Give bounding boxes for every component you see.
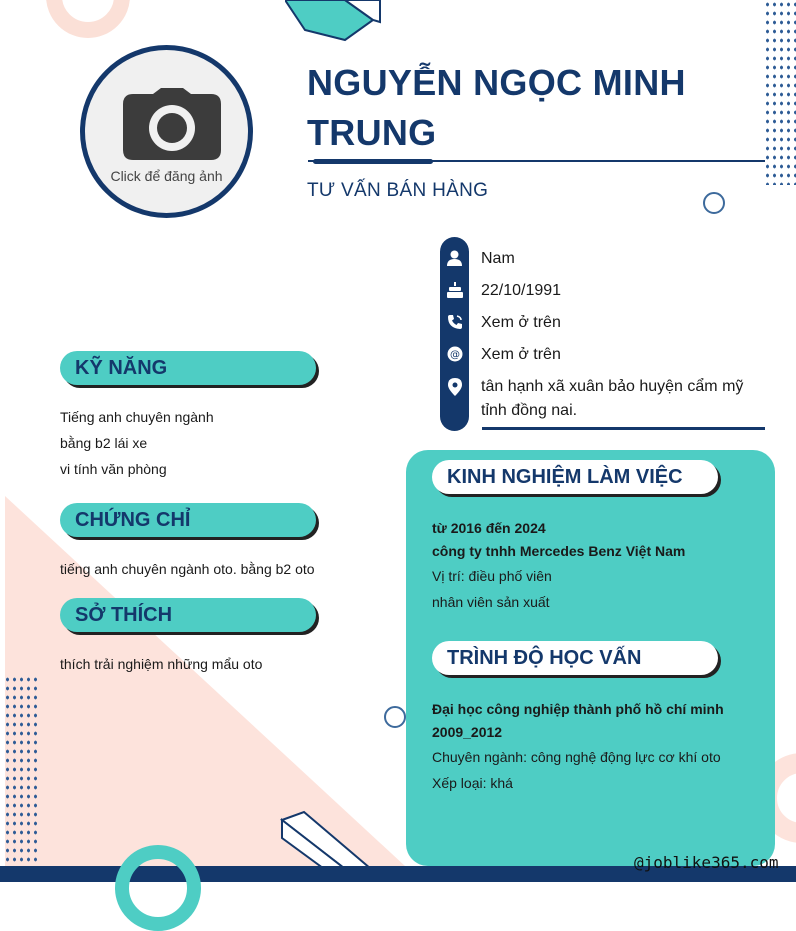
location-icon: [448, 378, 462, 396]
email-icon: [447, 346, 463, 362]
education-entry: [432, 698, 724, 796]
contact-address-row: [440, 375, 770, 423]
skills-list: [60, 404, 214, 482]
decorative-circle-2: [384, 706, 406, 728]
contact-gender-row: [440, 247, 770, 271]
address-line-1: tân hạnh xã xuân bảo huyện cẩm mỹ: [481, 378, 744, 395]
education-years: 2009_2012: [432, 724, 503, 740]
skill-item: Tiếng anh chuyên ngành: [60, 409, 214, 425]
watermark: @joblike365.com: [634, 853, 779, 872]
decorative-dots-bottom-left: [4, 675, 38, 865]
certificates-heading: CHỨNG CHỈ: [60, 503, 316, 537]
experience-period: từ 2016 đến 2024: [432, 520, 546, 536]
cake-icon: [447, 282, 463, 298]
contact-address: [481, 375, 743, 423]
address-line-2: tỉnh đồng nai.: [481, 402, 578, 419]
job-title: TƯ VẤN BÁN HÀNG: [307, 180, 489, 201]
contact-phone-row: [440, 311, 770, 335]
contact-birthday-row: [440, 279, 770, 303]
experience-entry: [432, 517, 685, 615]
name-line-1: NGUYỄN NGỌC MINH: [307, 62, 686, 103]
education-heading: TRÌNH ĐỘ HỌC VẤN: [432, 641, 718, 675]
education-major: Chuyên ngành: công nghệ động lực cơ khí oto: [432, 749, 721, 765]
decorative-circle-1: [703, 192, 725, 214]
education-school: Đại học công nghiệp thành phố hồ chí minh: [432, 701, 724, 717]
decorative-ring-top: [46, 0, 130, 38]
contact-email-row: [440, 343, 770, 367]
avatar-upload[interactable]: [80, 45, 253, 218]
decorative-prism-top: [285, 0, 385, 48]
contact-email: Xem ở trên: [481, 346, 561, 363]
experience-description: nhân viên sản xuất: [432, 594, 550, 610]
contact-divider: [482, 427, 765, 430]
experience-company: công ty tnhh Mercedes Benz Việt Nam: [432, 543, 686, 559]
hobbies-heading: SỞ THÍCH: [60, 598, 316, 632]
candidate-name: [307, 58, 747, 158]
contact-gender: Nam: [481, 250, 515, 267]
decorative-dots-top-right: [764, 0, 796, 185]
name-line-2: TRUNG: [307, 112, 437, 153]
skills-heading: KỸ NĂNG: [60, 351, 316, 385]
certificates-text: tiếng anh chuyên ngành oto. bằng b2 oto: [60, 561, 315, 577]
avatar-caption: Click để đăng ảnh: [110, 168, 223, 184]
skill-item: bằng b2 lái xe: [60, 435, 148, 451]
name-divider-accent: [313, 159, 433, 164]
svg-text:@: @: [449, 349, 460, 361]
contact-birthday: 22/10/1991: [481, 282, 562, 299]
decorative-ring-bottom: [115, 845, 201, 931]
skill-item: vi tính văn phòng: [60, 461, 167, 477]
hobbies-text: thích trải nghiệm những mẩu oto: [60, 656, 263, 672]
user-icon: [447, 250, 462, 266]
phone-icon: [447, 314, 463, 330]
experience-position: Vị trí: điều phố viên: [432, 568, 552, 584]
education-rank: Xếp loại: khá: [432, 775, 513, 791]
experience-heading: KINH NGHIỆM LÀM VIỆC: [432, 460, 718, 494]
contact-phone: Xem ở trên: [481, 314, 561, 331]
camera-icon: [123, 88, 221, 160]
